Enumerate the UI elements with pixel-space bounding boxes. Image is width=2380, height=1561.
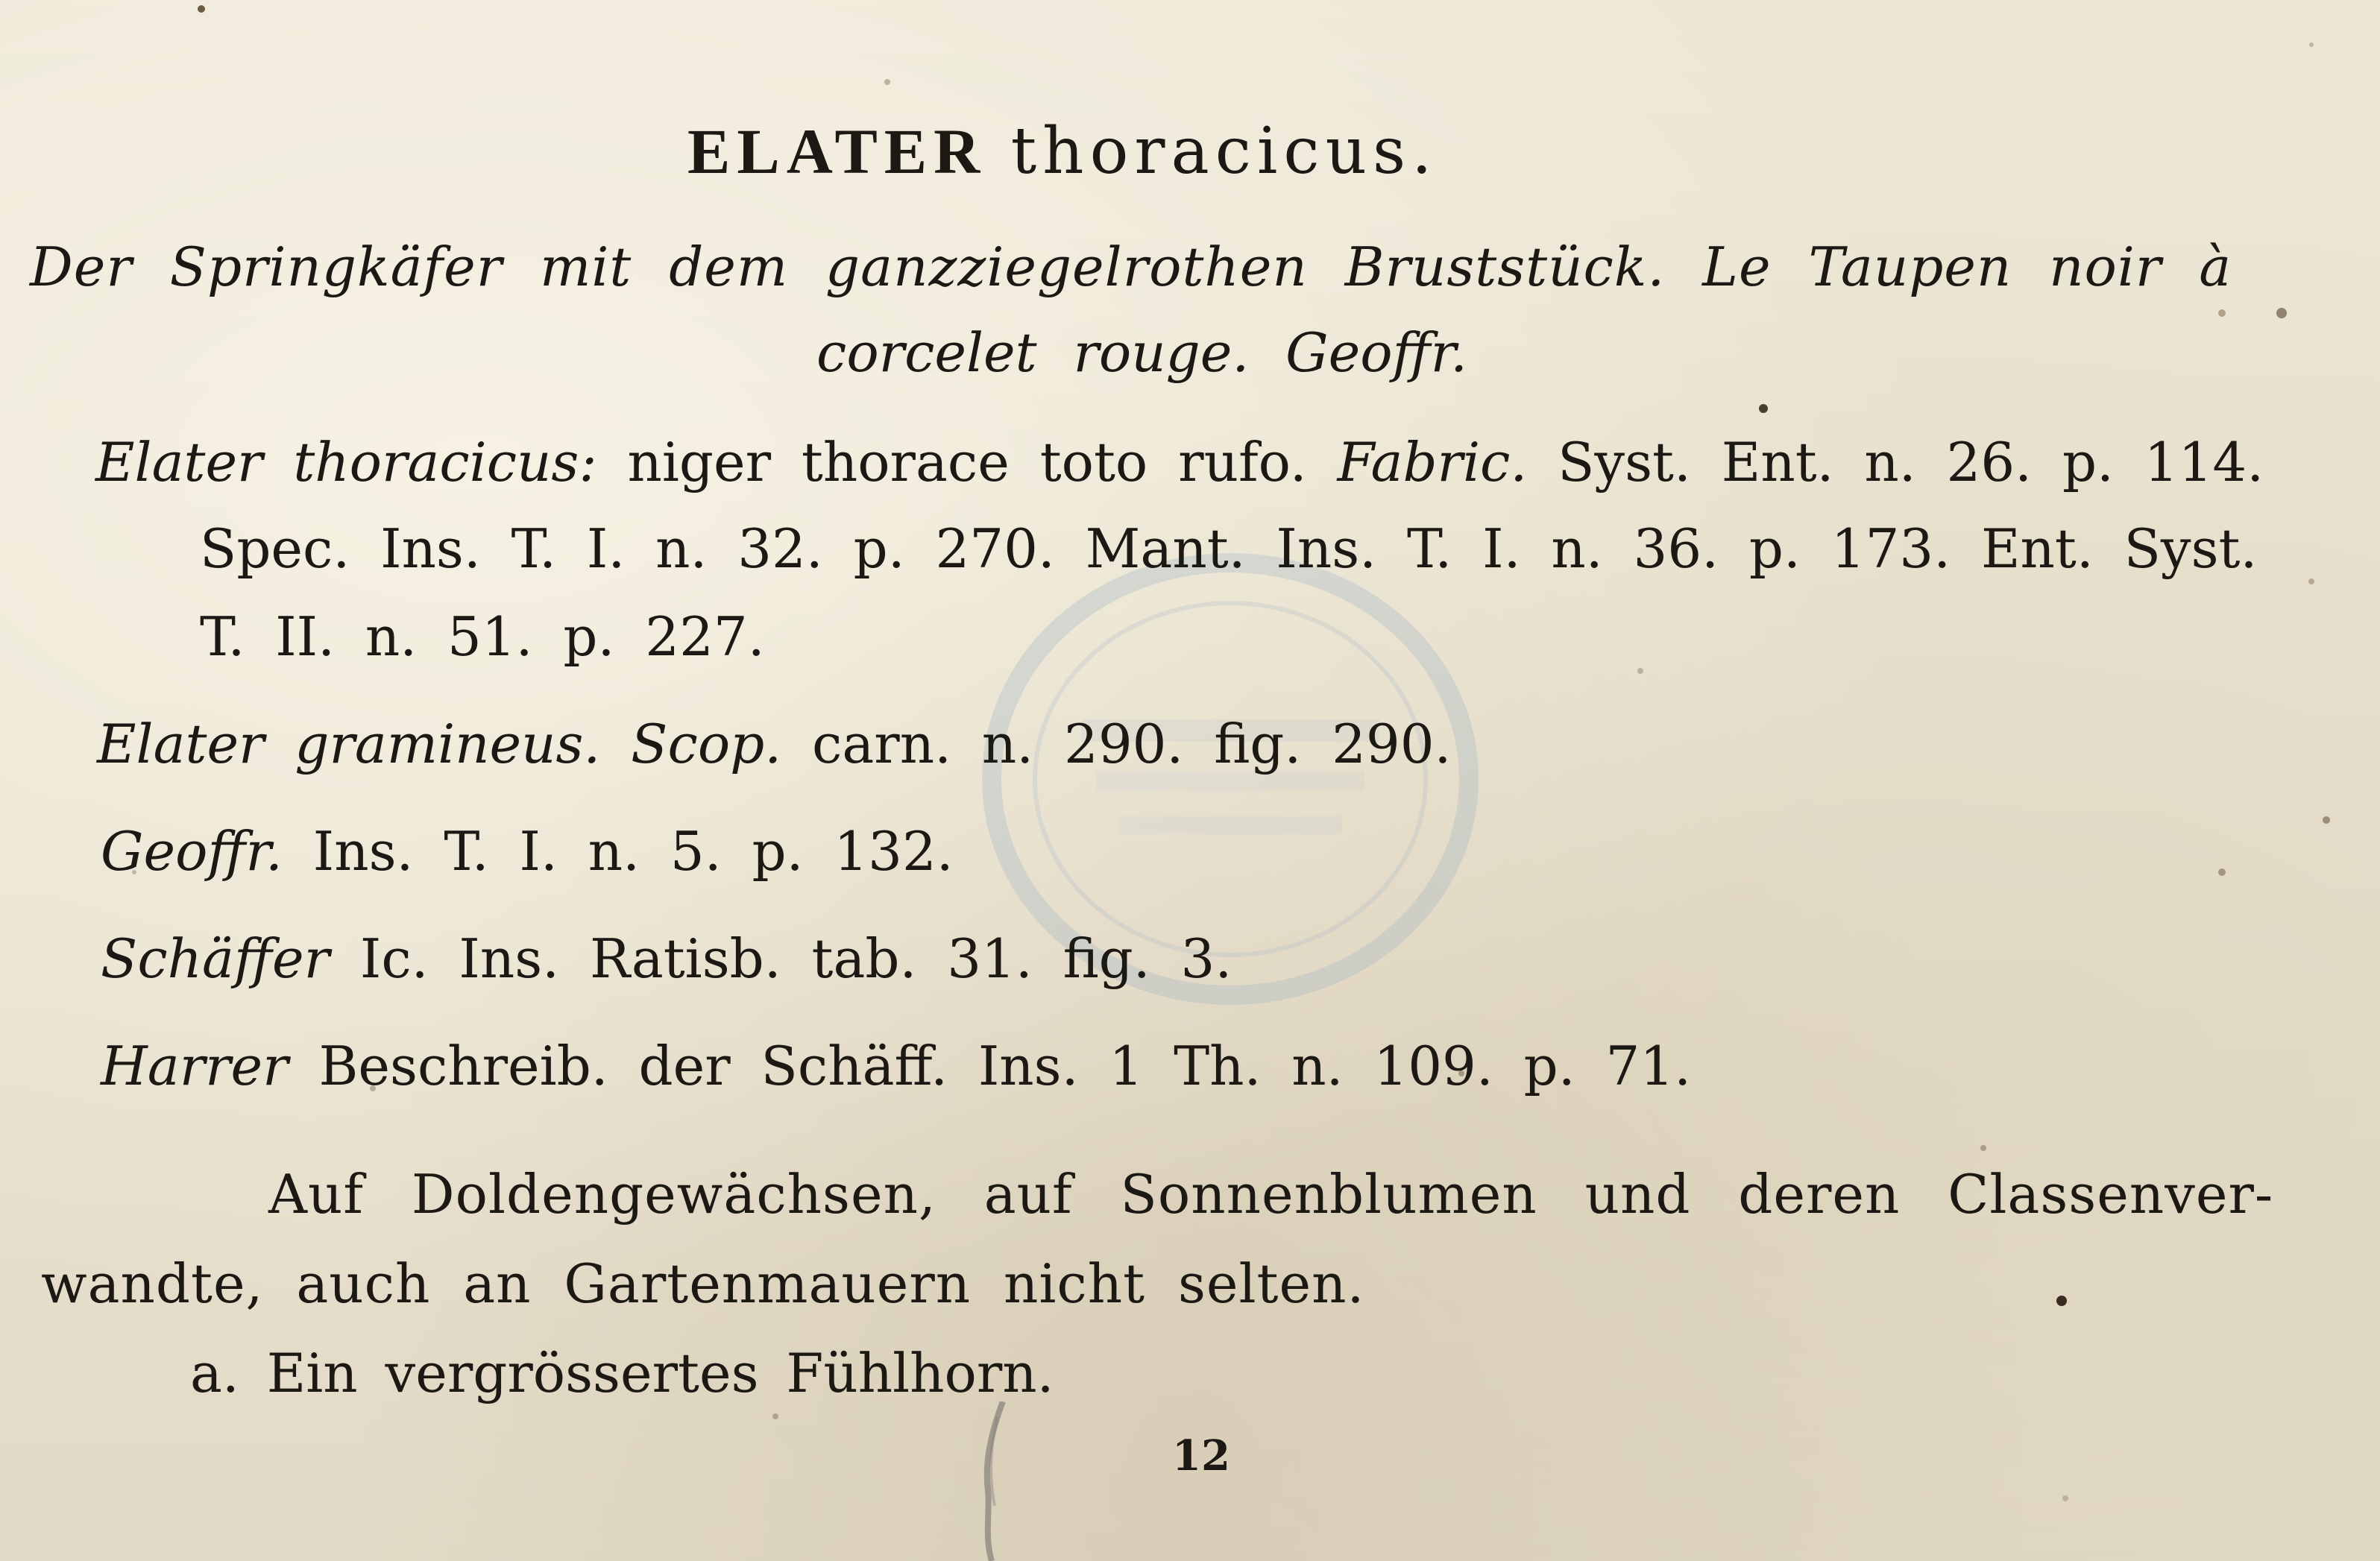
reference-author: Harrer [101, 1035, 289, 1097]
figure-caption: a. Ein vergrössertes Fühlhorn. [190, 1342, 1054, 1404]
pencil-mark [962, 1401, 1029, 1561]
reference-scopoli [97, 713, 1452, 775]
reference-harrer [101, 1035, 1691, 1097]
reference-author: Scop. [631, 713, 782, 775]
reference-citation: Beschreib. der Schäff. Ins. 1 Th. n. 109. p. 71. [318, 1035, 1691, 1097]
common-name-line-1: Der Springkäfer mit dem ganzziegelrothen Bruststück. Le Taupen noir à [30, 236, 2232, 298]
reference-taxon: Elater gramineus. [97, 713, 601, 775]
reference-citation: carn. n. 290. fig. 290. [812, 713, 1452, 775]
reference-taxon: Elater thoracicus: [95, 431, 597, 493]
reference-fabricius-cont-2: T. II. n. 51. p. 227. [200, 605, 765, 668]
reference-fabricius-cont-1: Spec. Ins. T. I. n. 32. p. 270. Mant. Ins. T. I. n. 36. p. 173. Ent. Syst. [200, 517, 2258, 580]
reference-geoffroy [101, 820, 954, 883]
habitat-line-1: Auf Doldengewächsen, auf Sonnenblumen und deren Classenver- [268, 1163, 2274, 1226]
species-title [687, 114, 1438, 189]
reference-diagnosis: niger thorace toto rufo. [627, 431, 1307, 493]
reference-schaeffer [101, 927, 1232, 990]
species-name: thoracicus. [1010, 114, 1438, 189]
genus-name: ELATER [687, 116, 987, 187]
habitat-line-2: wandte, auch an Gartenmauern nicht selten. [41, 1252, 1365, 1315]
reference-citation: Ins. T. I. n. 5. p. 132. [312, 820, 954, 883]
reference-author: Fabric. [1337, 431, 1528, 493]
reference-citation: Ic. Ins. Ratisb. tab. 31. fig. 3. [359, 927, 1232, 990]
common-name-line-2: corcelet rouge. Geoffr. [816, 321, 1467, 384]
reference-fabricius [95, 431, 2264, 493]
page-number: 12 [1172, 1431, 1230, 1480]
reference-author: Schäffer [101, 927, 330, 990]
reference-author: Geoffr. [101, 820, 283, 883]
reference-citation: Syst. Ent. n. 26. p. 114. [1558, 431, 2264, 493]
